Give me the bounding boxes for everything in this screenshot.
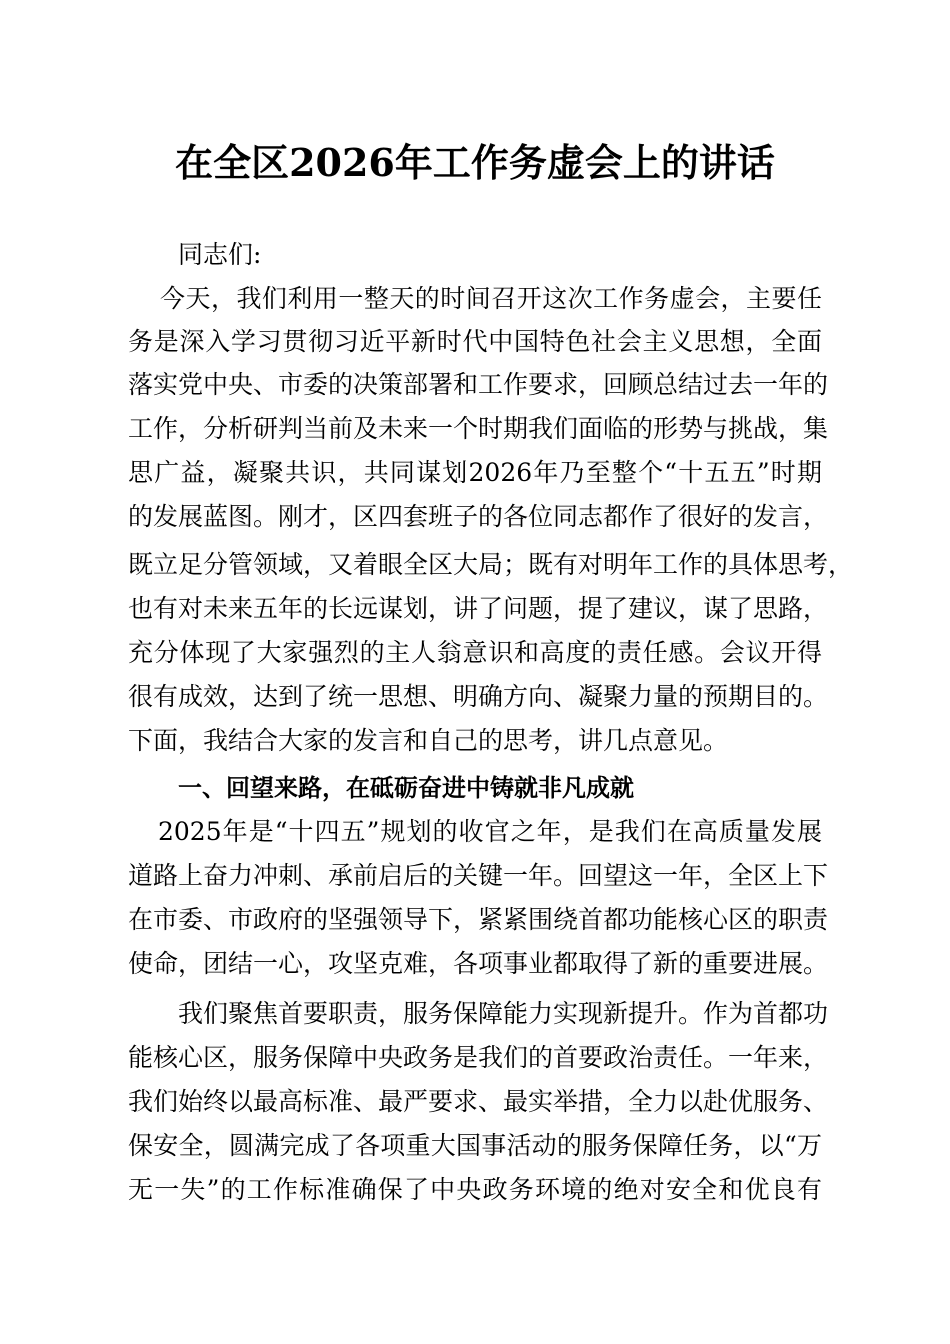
paragraph-line: 今天，我们利用一整天的时间召开这次工作务虚会，主要任 [160, 284, 822, 313]
paragraph-line: 的发展蓝图。刚才，区四套班子的各位同志都作了很好的发言， [128, 502, 829, 531]
paragraph-line: 我们始终以最高标准、最严要求、最实举措，全力以赴优服务、 [128, 1087, 829, 1116]
paragraph-line: 务是深入学习贯彻习近平新时代中国特色社会主义思想，全面 [128, 327, 822, 356]
paragraph-line: 能核心区，服务保障中央政务是我们的首要政治责任。一年来， [128, 1043, 829, 1072]
paragraph-line: 使命，团结一心，攻坚克难，各项事业都取得了新的重要进展。 [128, 949, 829, 978]
paragraph-line: 也有对未来五年的长远谋划，讲了问题，提了建议，谋了思路， [128, 594, 829, 623]
paragraph-line: 我们聚焦首要职责，服务保障能力实现新提升。作为首都功 [178, 999, 829, 1028]
paragraph-line: 保安全，圆满完成了各项重大国事活动的服务保障任务，以“万 [128, 1131, 822, 1160]
salutation: 同志们: [178, 240, 262, 269]
paragraph-line: 既立足分管领域，又着眼全区大局；既有对明年工作的具体思考， [128, 550, 854, 579]
section-heading: 一、回望来路，在砥砺奋进中铸就非凡成就 [178, 774, 634, 802]
paragraph-line: 2025年是“十四五”规划的收官之年，是我们在高质量发展 [158, 817, 822, 846]
paragraph-line: 充分体现了大家强烈的主人翁意识和高度的责任感。会议开得 [128, 638, 822, 667]
paragraph-line: 下面，我结合大家的发言和自己的思考，讲几点意见。 [128, 726, 729, 755]
paragraph-line: 落实党中央、市委的决策部署和工作要求，回顾总结过去一年的 [128, 370, 829, 399]
paragraph-line: 思广益，凝聚共识，共同谋划2026年乃至整个“十五五”时期 [128, 458, 822, 487]
document-title: 在全区2026年工作务虚会上的讲话 [175, 140, 775, 185]
paragraph-line: 很有成效，达到了统一思想、明确方向、凝聚力量的预期目的。 [128, 682, 829, 711]
paragraph-line: 工作，分析研判当前及未来一个时期我们面临的形势与挑战，集 [128, 414, 829, 443]
paragraph-line: 在市委、市政府的坚强领导下，紧紧围绕首都功能核心区的职责 [128, 905, 829, 934]
paragraph-line: 无一失”的工作标准确保了中央政务环境的绝对安全和优良有 [128, 1175, 822, 1204]
paragraph-line: 道路上奋力冲刺、承前启后的关键一年。回望这一年，全区上下 [128, 861, 829, 890]
